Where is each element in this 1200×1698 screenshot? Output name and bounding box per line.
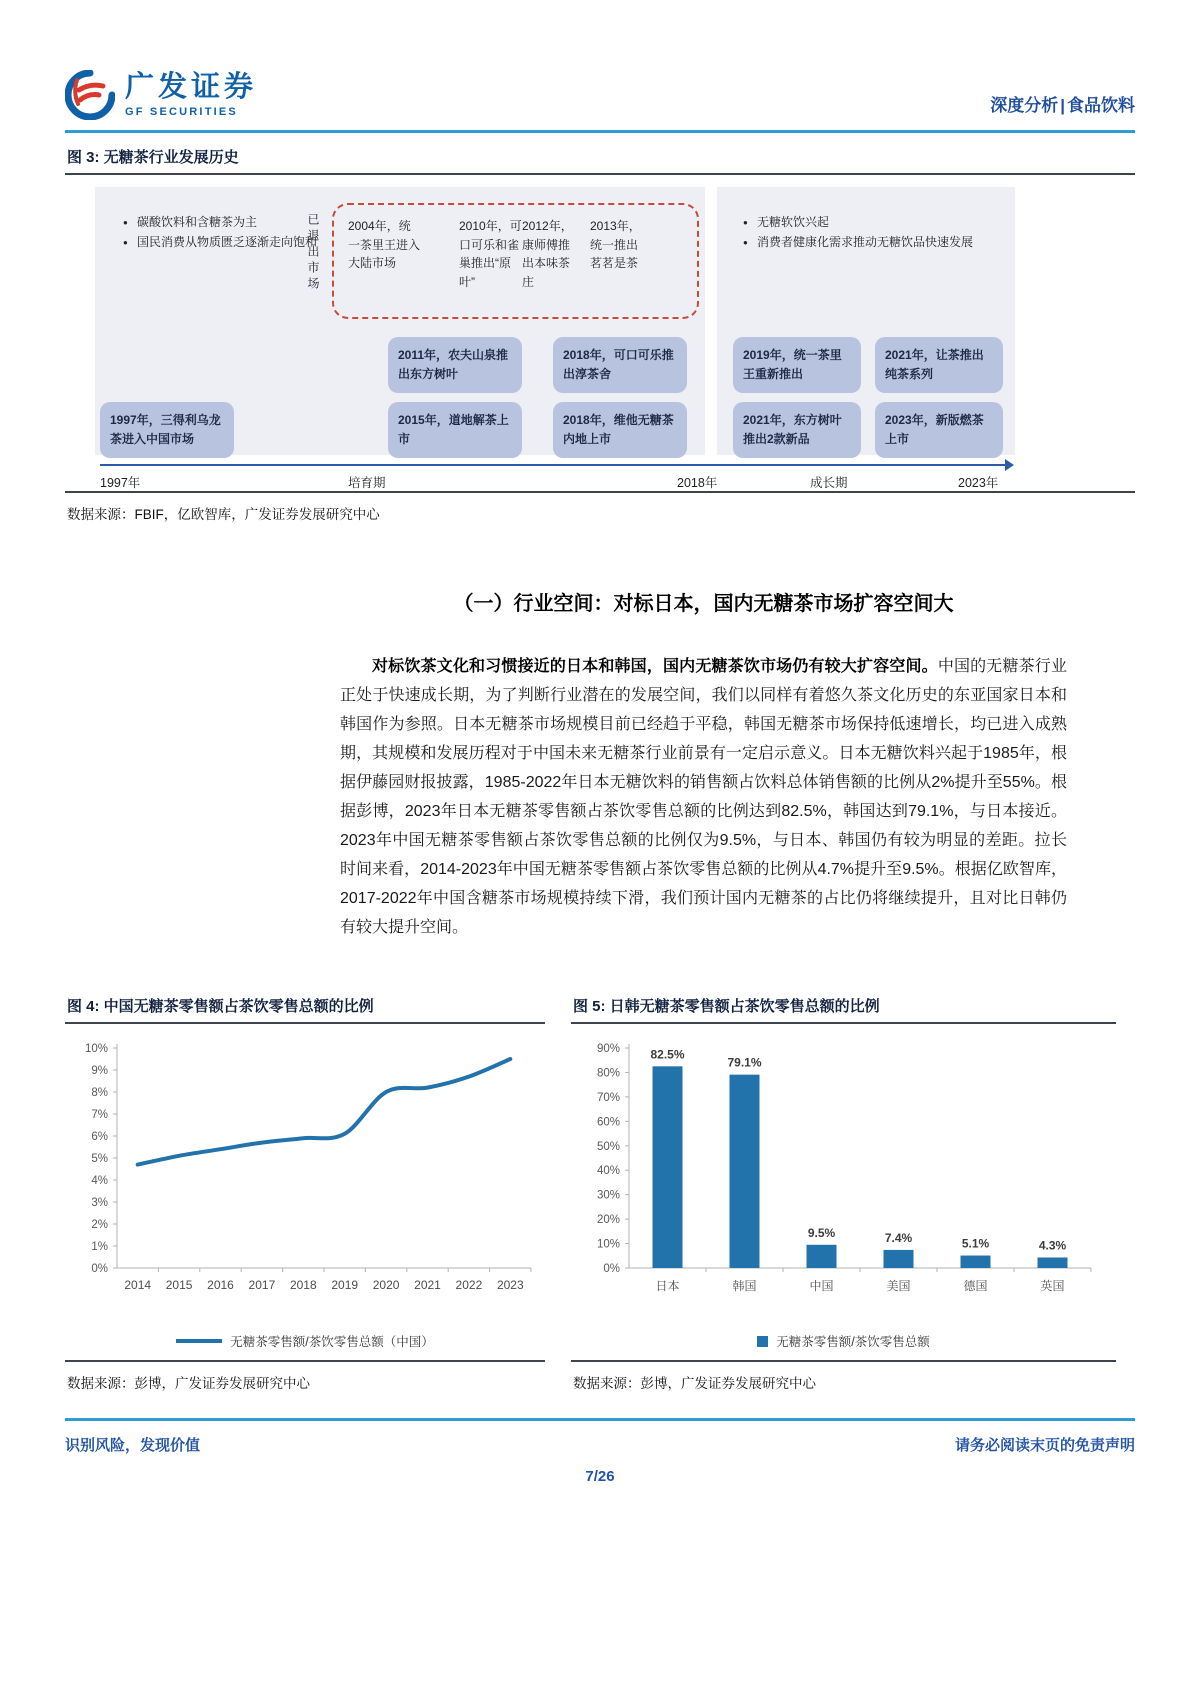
era1-bullets bbox=[123, 213, 329, 253]
figure-5-title: 图 5: 日韩无糖茶零售额占茶饮零售总额的比例 bbox=[571, 988, 1116, 1024]
svg-text:日本: 日本 bbox=[655, 1279, 680, 1293]
axis-label: 2023年 bbox=[958, 476, 999, 490]
report-sector: 食品饮料 bbox=[1067, 96, 1135, 115]
svg-text:2022: 2022 bbox=[455, 1278, 483, 1292]
svg-text:韩国: 韩国 bbox=[732, 1279, 757, 1293]
timeline-event: 2010年，可口可乐和雀巢推出“原叶” bbox=[459, 219, 522, 289]
figure-5 bbox=[571, 988, 1116, 1402]
figure4-legend bbox=[65, 1332, 545, 1350]
svg-text:美国: 美国 bbox=[886, 1279, 911, 1293]
svg-text:0%: 0% bbox=[603, 1263, 620, 1275]
svg-text:4.3%: 4.3% bbox=[1038, 1238, 1067, 1253]
timeline-diagram bbox=[65, 187, 1135, 493]
charts-row bbox=[65, 988, 1135, 1402]
figure5-legend bbox=[571, 1332, 1116, 1350]
footer-slogan: 识别风险，发现价值 bbox=[65, 1437, 201, 1454]
svg-text:2017: 2017 bbox=[248, 1278, 276, 1292]
figure4-line-chart bbox=[65, 1034, 543, 1332]
bullet-item: ● 无糖软饮兴起 bbox=[743, 213, 995, 233]
svg-text:8%: 8% bbox=[91, 1087, 108, 1099]
svg-text:30%: 30% bbox=[596, 1189, 620, 1202]
bar-legend-swatch bbox=[757, 1336, 768, 1347]
body-paragraph bbox=[340, 652, 1067, 942]
svg-text:7%: 7% bbox=[91, 1109, 108, 1121]
figure-4 bbox=[65, 988, 545, 1402]
figure-3-title: 图 3: 无糖茶行业发展历史 bbox=[65, 139, 1135, 175]
legend-label: 无糖茶零售额/茶饮零售总额（中国） bbox=[230, 1335, 434, 1349]
svg-text:1%: 1% bbox=[91, 1241, 108, 1253]
timeline-event-box: 2019年，统一茶里王重新推出 bbox=[733, 337, 861, 393]
svg-text:5%: 5% bbox=[91, 1153, 108, 1165]
svg-text:2016: 2016 bbox=[207, 1278, 234, 1292]
svg-text:9%: 9% bbox=[91, 1065, 108, 1077]
figure-3 bbox=[65, 139, 1135, 533]
timeline-event-box: 2018年，可口可乐推出淳茶舍 bbox=[553, 337, 687, 393]
svg-text:3%: 3% bbox=[91, 1197, 108, 1209]
exited-market-label: 已退出市场 bbox=[306, 213, 320, 293]
lead-sentence: 对标饮茶文化和习惯接近的日本和韩国，国内无糖茶饮市场仍有较大扩容空间。 bbox=[372, 658, 938, 675]
axis-label: 1997年 bbox=[100, 476, 141, 490]
svg-text:2020: 2020 bbox=[372, 1278, 400, 1292]
timeline-event-box: 2015年，道地解茶上市 bbox=[388, 402, 522, 458]
gf-logo-icon bbox=[65, 70, 115, 120]
svg-text:中国: 中国 bbox=[809, 1279, 834, 1293]
svg-text:德国: 德国 bbox=[963, 1279, 988, 1293]
figure-3-source: 数据来源：FBIF，亿欧智库，广发证券发展研究中心 bbox=[67, 507, 380, 522]
svg-text:2019: 2019 bbox=[331, 1278, 359, 1292]
page-footer bbox=[65, 1418, 1135, 1485]
bullet-item: ● 国民消费从物质匮乏逐渐走向饱和 bbox=[123, 233, 329, 253]
exited-products-dashed-box bbox=[332, 203, 699, 319]
svg-text:2015: 2015 bbox=[165, 1278, 193, 1292]
svg-text:10%: 10% bbox=[596, 1238, 620, 1251]
svg-text:2023: 2023 bbox=[496, 1278, 524, 1292]
svg-text:50%: 50% bbox=[596, 1140, 620, 1153]
svg-text:70%: 70% bbox=[596, 1091, 620, 1104]
timeline-axis bbox=[100, 464, 1005, 466]
gf-securities-logo bbox=[65, 70, 257, 120]
timeline-event: 2004年，统一茶里王进入大陆市场 bbox=[348, 219, 421, 271]
svg-text:10%: 10% bbox=[84, 1043, 108, 1055]
timeline-event: 2012年，康师傅推出本味茶庄 bbox=[522, 219, 573, 289]
svg-text:79.1%: 79.1% bbox=[727, 1055, 762, 1070]
svg-text:6%: 6% bbox=[91, 1131, 108, 1143]
page-header bbox=[65, 70, 1135, 133]
svg-text:40%: 40% bbox=[596, 1165, 620, 1178]
svg-text:2014: 2014 bbox=[124, 1278, 152, 1292]
timeline-axis-arrow-icon bbox=[1005, 459, 1014, 471]
svg-text:80%: 80% bbox=[596, 1067, 620, 1080]
report-category: 深度分析 | 食品饮料 bbox=[990, 96, 1135, 115]
timeline-event-box: 2023年，新版燃茶上市 bbox=[875, 402, 1003, 458]
axis-label: 培育期 bbox=[348, 476, 386, 490]
figure-4-title: 图 4: 中国无糖茶零售额占茶饮零售总额的比例 bbox=[65, 988, 545, 1024]
legend-label: 无糖茶零售额/茶饮零售总额 bbox=[776, 1335, 930, 1349]
axis-label: 成长期 bbox=[810, 476, 848, 490]
svg-text:2018: 2018 bbox=[289, 1278, 317, 1292]
svg-text:2021: 2021 bbox=[414, 1278, 441, 1292]
svg-text:英国: 英国 bbox=[1040, 1279, 1065, 1293]
svg-text:82.5%: 82.5% bbox=[650, 1047, 685, 1062]
svg-text:5.1%: 5.1% bbox=[961, 1236, 990, 1251]
timeline-event-box: 2021年，让茶推出纯茶系列 bbox=[875, 337, 1003, 393]
timeline-event: 2013年，统一推出茗茗是茶 bbox=[590, 219, 641, 271]
footer-disclaimer: 请务必阅读末页的免责声明 bbox=[954, 1437, 1135, 1454]
svg-text:9.5%: 9.5% bbox=[807, 1225, 836, 1240]
axis-label: 2018年 bbox=[677, 476, 718, 490]
figure-4-source: 数据来源：彭博，广发证券发展研究中心 bbox=[65, 1360, 545, 1402]
brand-name-cn: 广发证券 bbox=[125, 70, 258, 103]
era2-bullets bbox=[743, 213, 995, 253]
figure-5-source: 数据来源：彭博，广发证券发展研究中心 bbox=[571, 1360, 1116, 1402]
report-type: 深度分析 bbox=[990, 96, 1059, 115]
svg-text:4%: 4% bbox=[91, 1175, 108, 1187]
timeline-event-box: 1997年，三得利乌龙茶进入中国市场 bbox=[100, 402, 234, 458]
paragraph-text: 中国的无糖茶行业正处于快速成长期，为了判断行业潜在的发展空间，我们以同样有着悠久茶文化历史的东亚国家日本和韩国作为参照。日本无糖茶市场规模目前已经趋于平稳，韩国无糖茶市场保持低速增长，均已进入成熟期，其规模和发展历程对于中国未来无糖茶行业前景有一定启示意义。日本无糖饮料兴起于1985年，根据伊藤园财报披露，1985-2022年日本无糖饮料的销售额占饮料总体销售额的比例从2%提升至55%。根据彭博，2023年日本无糖茶零售额占茶饮零售总额的比例达到82.5%，韩国达到79.1%，与日本接近。2023年中国无糖茶零售额占茶饮零售总额的比例仅为9.5%，与日本、韩国仍有较为明显的差距。拉长时间来看，2014-2023年中国无糖茶零售额占茶饮零售总额的比例从4.7%提升至9.5%。根据亿欧智库，2017-2022年中国含糖茶市场规模持续下滑，我们预计国内无糖茶的占比仍将继续提升，且对比日韩仍有较大提升空间。 bbox=[340, 658, 1067, 936]
svg-text:20%: 20% bbox=[596, 1214, 620, 1227]
page-number: 7/26 bbox=[585, 1468, 615, 1485]
svg-text:90%: 90% bbox=[596, 1043, 620, 1055]
bullet-item: ● 消费者健康化需求推动无糖饮品快速发展 bbox=[743, 233, 995, 253]
svg-text:0%: 0% bbox=[91, 1263, 108, 1275]
svg-text:60%: 60% bbox=[596, 1116, 620, 1129]
bullet-item: ● 碳酸饮料和含糖茶为主 bbox=[123, 213, 329, 233]
line-legend-swatch bbox=[176, 1339, 222, 1343]
brand-name-en: GF SECURITIES bbox=[125, 105, 238, 118]
timeline-event-box: 2021年，东方树叶推出2款新品 bbox=[733, 402, 861, 458]
svg-text:7.4%: 7.4% bbox=[884, 1230, 913, 1245]
figure5-bar-chart bbox=[571, 1034, 1116, 1332]
svg-text:2%: 2% bbox=[91, 1219, 108, 1231]
section-heading: （一）行业空间：对标日本，国内无糖茶市场扩容空间大 bbox=[453, 593, 954, 615]
timeline-event-box: 2011年，农夫山泉推出东方树叶 bbox=[388, 337, 522, 393]
timeline-event-box: 2018年，维他无糖茶内地上市 bbox=[553, 402, 687, 458]
